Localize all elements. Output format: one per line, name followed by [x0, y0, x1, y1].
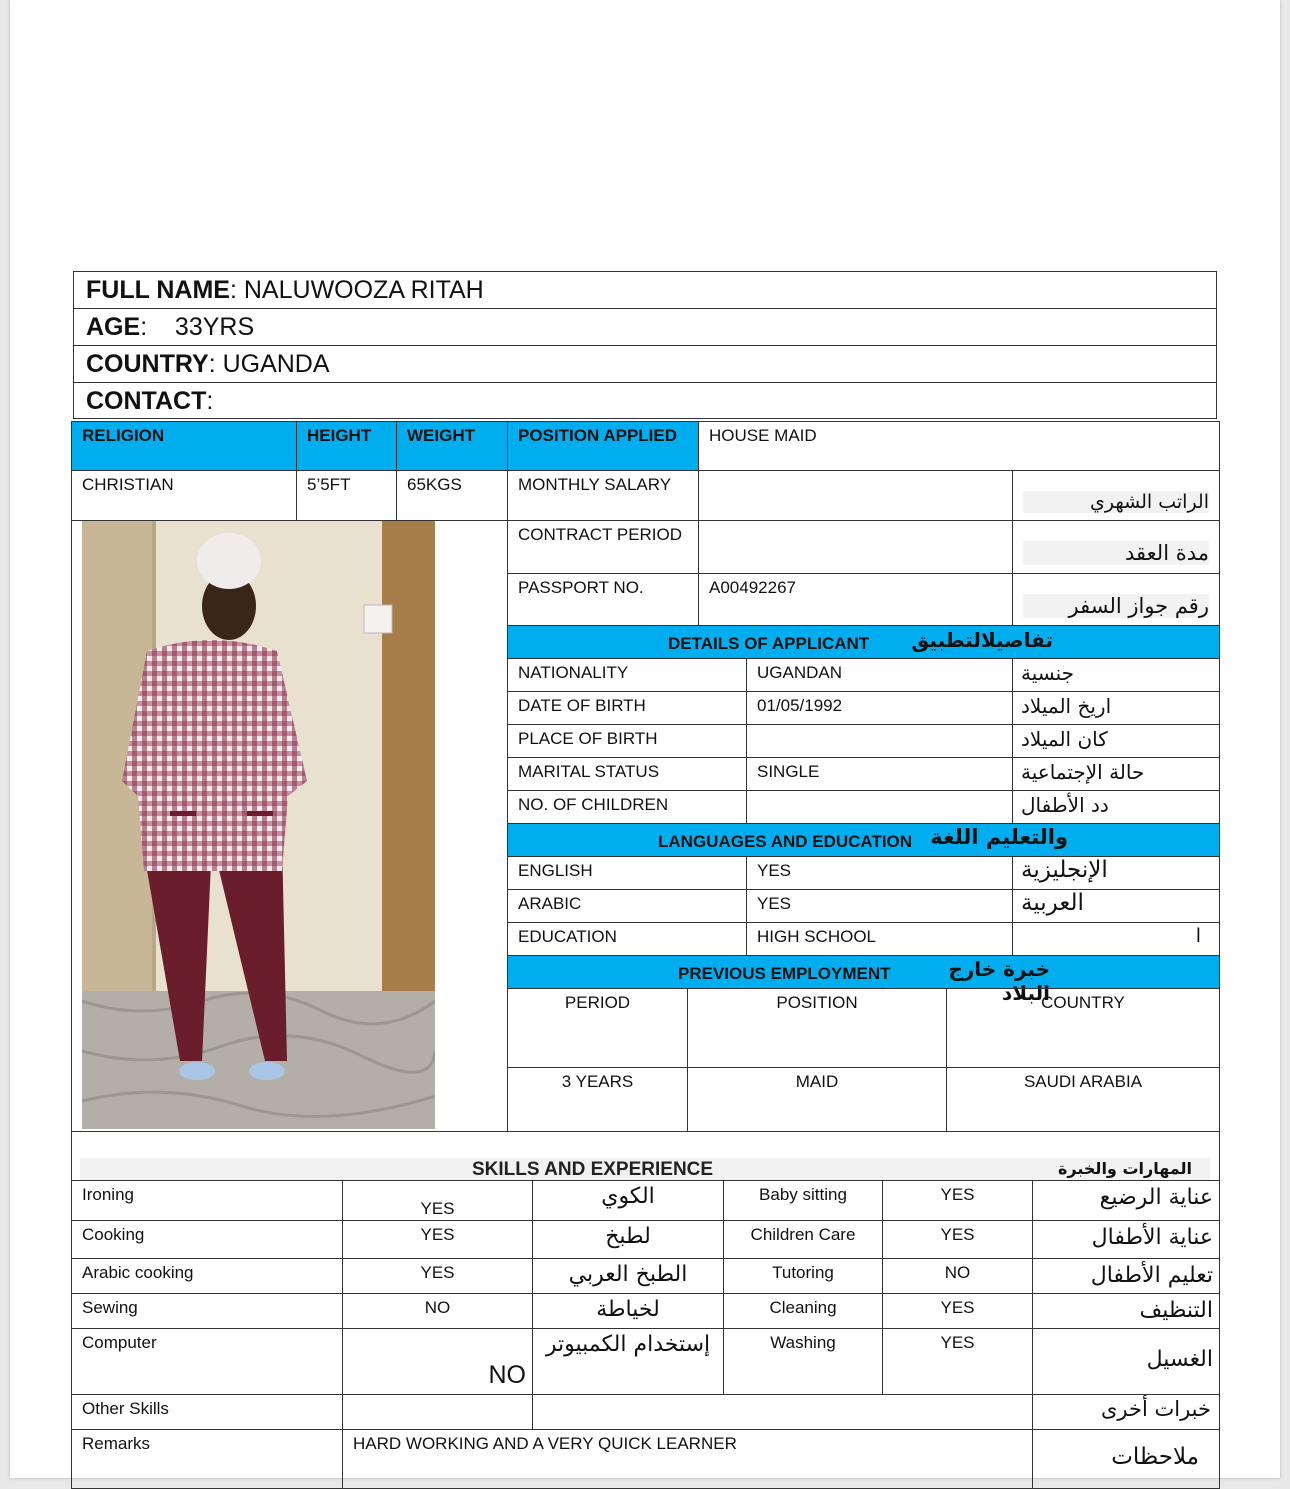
height-header: HEIGHT — [296, 421, 397, 471]
age-value: : 33YRS — [140, 313, 255, 341]
english-label: ENGLISH — [507, 856, 747, 890]
skill-name: Arabic cooking — [71, 1258, 343, 1294]
skill-ar: لخياطة — [532, 1293, 724, 1329]
nationality-ar-text: جنسية — [1021, 661, 1074, 685]
passport-ar-cell — [1012, 573, 1220, 626]
details-title-en: DETAILS OF APPLICANT — [668, 634, 870, 653]
skill-value: YES — [342, 1220, 533, 1259]
skill2-value: YES — [882, 1180, 1033, 1221]
skill2-value: YES — [882, 1293, 1033, 1329]
position-applied-header: POSITION APPLIED — [507, 421, 699, 471]
position-header: POSITION — [687, 988, 947, 1068]
details-band — [507, 625, 1220, 659]
skill2-name: Washing — [723, 1328, 883, 1395]
children-label: NO. OF CHILDREN — [507, 790, 747, 824]
marital-status-ar-text: حالة الإجتماعية — [1021, 760, 1145, 784]
skill2-name: Cleaning — [723, 1293, 883, 1329]
employment-title-en: PREVIOUS EMPLOYMENT — [678, 964, 891, 983]
age-label: AGE — [86, 313, 141, 341]
skills-title-ar: المهارات والخبرة — [1057, 1159, 1192, 1178]
skill-ar: الكوي — [532, 1180, 724, 1221]
contact-row — [74, 383, 1216, 420]
full-name-value: : NALUWOOZA RITAH — [229, 276, 484, 304]
arabic-ar-text: العربية — [1021, 890, 1084, 916]
skill2-value: YES — [882, 1220, 1033, 1259]
marital-status-label: MARITAL STATUS — [507, 757, 747, 791]
contact-value: : — [206, 387, 214, 415]
skill2-name: Tutoring — [723, 1258, 883, 1294]
arabic-label: ARABIC — [507, 889, 747, 923]
languages-title-ar: والتعليم اللغة — [930, 825, 1068, 849]
place-of-birth-ar-text: كان الميلاد — [1021, 727, 1108, 751]
arabic-value: YES — [746, 889, 1013, 923]
other-skills-ar: خبرات أخرى — [1032, 1394, 1220, 1430]
skill2-ar: عناية الرضيع — [1032, 1180, 1220, 1221]
applicant-photo-illustration — [82, 521, 435, 1129]
position-value: MAID — [687, 1067, 947, 1132]
monthly-salary-ar-cell — [1012, 470, 1220, 521]
arabic-ar — [1012, 889, 1220, 923]
cv-page — [10, 0, 1280, 1478]
skill2-ar: تعليم الأطفال — [1032, 1258, 1220, 1294]
skill-name: Sewing — [71, 1293, 343, 1329]
height-value: 5’5FT — [296, 470, 397, 521]
place-of-birth-value — [746, 724, 1013, 758]
nationality-value: UGANDAN — [746, 658, 1013, 692]
english-ar-text: الإنجليزية — [1021, 857, 1108, 883]
contract-period-ar-cell — [1012, 520, 1220, 574]
employment-title-ar: خبرة خارج البلاد — [948, 957, 1050, 1005]
religion-value: CHRISTIAN — [71, 470, 297, 521]
dob-ar — [1012, 691, 1220, 725]
skill2-value: NO — [882, 1258, 1033, 1294]
religion-header: RELIGION — [71, 421, 297, 471]
nationality-ar — [1012, 658, 1220, 692]
english-ar — [1012, 856, 1220, 890]
skill2-ar: الغسيل — [1032, 1328, 1220, 1395]
country-header: COUNTRY — [946, 988, 1220, 1068]
dob-ar-text: اريخ الميلاد — [1021, 694, 1112, 718]
applicant-photo — [82, 521, 435, 1129]
skill-value: YES — [342, 1180, 533, 1221]
monthly-salary-value — [698, 470, 1013, 521]
skill-name: Cooking — [71, 1220, 343, 1259]
skill2-name: Baby sitting — [723, 1180, 883, 1221]
passport-value: A00492267 — [698, 573, 1013, 626]
monthly-salary-ar: الراتب الشهري — [1023, 491, 1209, 513]
remarks-ar: ملاحظات — [1032, 1429, 1220, 1489]
skill-name: Computer — [71, 1328, 343, 1395]
skill2-ar: عناية الأطفال — [1032, 1220, 1220, 1259]
children-ar-text: دد الأطفال — [1021, 793, 1109, 817]
personal-header — [73, 271, 1217, 419]
weight-value: 65KGS — [396, 470, 508, 521]
skill2-ar: التنظيف — [1032, 1293, 1220, 1329]
education-ar: ا — [1012, 922, 1220, 956]
children-value — [746, 790, 1013, 824]
nationality-label: NATIONALITY — [507, 658, 747, 692]
education-label: EDUCATION — [507, 922, 747, 956]
skill-value: YES — [342, 1258, 533, 1294]
other-skills-extra — [532, 1394, 1033, 1430]
period-header: PERIOD — [507, 988, 688, 1068]
details-title-ar: تفاصيلالتطبيق — [911, 628, 1053, 652]
passport-label: PASSPORT NO. — [507, 573, 699, 626]
full-name-row — [74, 272, 1216, 309]
remarks-label: Remarks — [71, 1429, 343, 1489]
other-skills-label: Other Skills — [71, 1394, 343, 1430]
period-value: 3 YEARS — [507, 1067, 688, 1132]
languages-title-en: LANGUAGES AND EDUCATION — [658, 832, 913, 851]
country-value: : UGANDA — [208, 350, 330, 378]
skill-ar: لطبخ — [532, 1220, 724, 1259]
passport-ar: رقم جواز السفر — [1023, 594, 1209, 618]
education-value: HIGH SCHOOL — [746, 922, 1013, 956]
skill-value: NO — [342, 1293, 533, 1329]
children-ar — [1012, 790, 1220, 824]
country-label: COUNTRY — [86, 350, 209, 378]
skill-ar: الطبخ العربي — [532, 1258, 724, 1294]
skill-name: Ironing — [71, 1180, 343, 1221]
skill2-name: Children Care — [723, 1220, 883, 1259]
english-value: YES — [746, 856, 1013, 890]
skill-ar: إستخدام الكمبيوتر — [532, 1328, 724, 1395]
skills-title-en: SKILLS AND EXPERIENCE — [472, 1159, 714, 1180]
remarks-value: HARD WORKING AND A VERY QUICK LEARNER — [342, 1429, 1033, 1489]
marital-status-value: SINGLE — [746, 757, 1013, 791]
dob-label: DATE OF BIRTH — [507, 691, 747, 725]
other-skills-value — [342, 1394, 533, 1430]
age-row — [74, 309, 1216, 346]
skill-value: NO — [342, 1328, 533, 1395]
weight-header: WEIGHT — [396, 421, 508, 471]
dob-value: 01/05/1992 — [746, 691, 1013, 725]
skill2-value: YES — [882, 1328, 1033, 1395]
country-row — [74, 346, 1216, 383]
contract-period-ar: مدة العقد — [1023, 541, 1209, 565]
monthly-salary-label: MONTHLY SALARY — [507, 470, 699, 521]
place-of-birth-ar — [1012, 724, 1220, 758]
position-applied-value: HOUSE MAID — [698, 421, 1220, 471]
skills-title-row — [71, 1131, 1220, 1181]
contract-period-value — [698, 520, 1013, 574]
marital-status-ar — [1012, 757, 1220, 791]
full-name-label: FULL NAME — [86, 276, 230, 304]
place-of-birth-label: PLACE OF BIRTH — [507, 724, 747, 758]
contact-label: CONTACT — [86, 387, 207, 415]
languages-band — [507, 823, 1220, 857]
contract-period-label: CONTRACT PERIOD — [507, 520, 699, 574]
country-value: SAUDI ARABIA — [946, 1067, 1220, 1132]
